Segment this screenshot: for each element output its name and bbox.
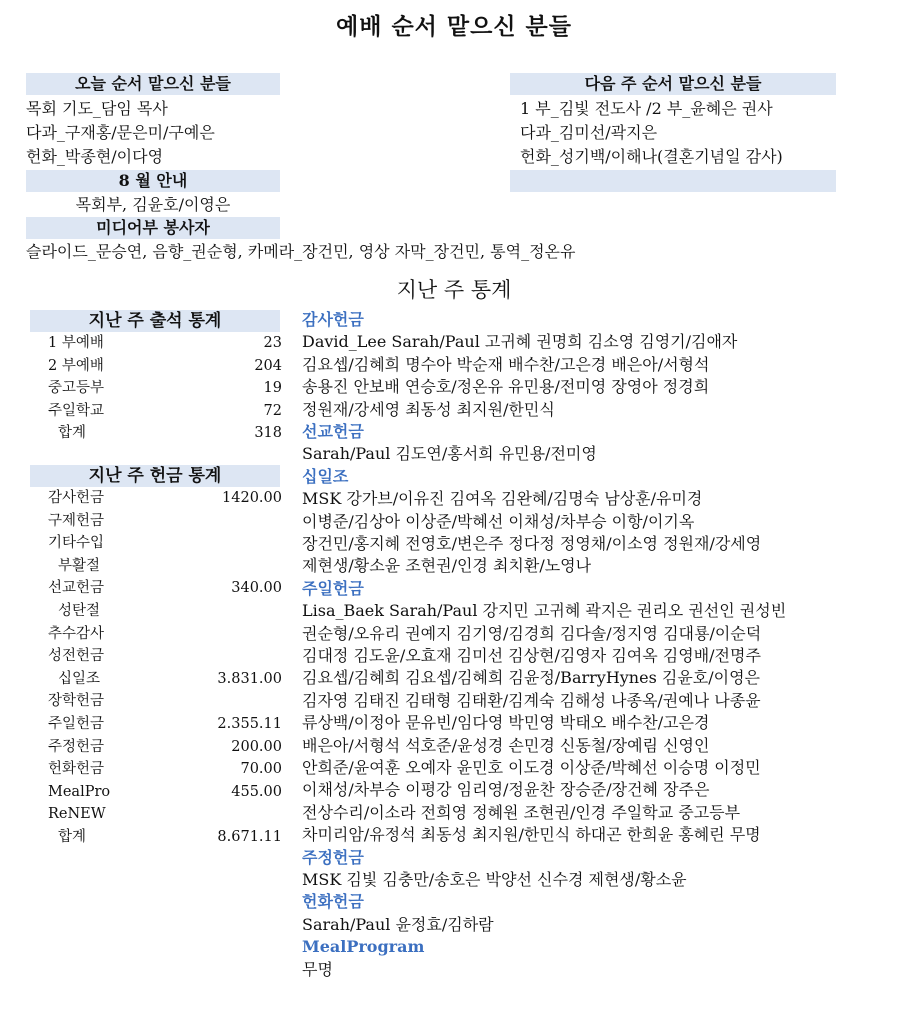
donor-line: 제현생/황소윤 조현권/인경 최치환/노영나: [302, 556, 592, 576]
today-line: 다과_구재홍/문은미/구예은: [26, 123, 215, 142]
stat-row: [30, 377, 282, 399]
stat-label: 2 부예배: [48, 357, 104, 374]
donor-line: 무명: [302, 959, 333, 979]
stat-label: 선교헌금: [48, 580, 105, 597]
stat-label: ReNEW: [48, 806, 106, 823]
donor-line: 전상수리/이소라 전희영 정혜원 조현권/인경 주일학교 중고등부: [302, 802, 741, 822]
stat-value: 455.00: [231, 783, 282, 800]
stat-value: 72: [263, 402, 282, 419]
stat-row: [30, 623, 282, 645]
stat-value: 19: [263, 380, 282, 397]
donor-line: 정원재/강세영 최동성 최지원/한민식: [302, 399, 555, 419]
media-header: 미디어부 봉사자: [26, 217, 280, 239]
stat-value: 70.00: [240, 761, 282, 778]
stat-label: 감사헌금: [48, 490, 105, 506]
stat-label: 추수감사: [48, 625, 105, 642]
next-line: 1 부_김빛 전도사 /2 부_윤혜은 권사: [520, 99, 773, 118]
stat-label: 성탄절: [58, 603, 101, 619]
donor-line: 장건민/홍지혜 전영호/변은주 정다정 정영채/이소영 정원재/강세영: [302, 534, 762, 553]
today-header: 오늘 순서 맡으신 분들: [26, 73, 280, 95]
stat-row: [30, 668, 282, 690]
page-title: 예배 순서 맡으신 분들: [336, 13, 572, 40]
stat-row: [30, 803, 282, 825]
stat-row: [30, 758, 282, 780]
stat-row: [30, 555, 282, 577]
next-line: 헌화_성기백/이해나(결혼기념일 감사): [520, 147, 783, 166]
donor-line: Sarah/Paul 김도연/홍서희 유민용/전미영: [302, 444, 597, 464]
stat-row: [30, 781, 282, 803]
offering-header: 지난 주 헌금 통계: [30, 465, 280, 487]
stat-label: 장학헌금: [48, 693, 105, 710]
donor-line: 김자영 김태진 김태형 김태환/김계숙 김해성 나종옥/권예나 나종윤: [302, 690, 761, 710]
donor-line: David_Lee Sarah/Paul 고귀혜 권명희 김소영 김영기/김애자: [302, 332, 738, 352]
donor-line: 김요셉/김혜희 김요셉/김혜희 김윤정/BarryHynes 김윤호/이영은: [302, 668, 761, 688]
offering-type-heading: 주일헌금: [302, 578, 364, 598]
stat-value: 3.831.00: [217, 670, 282, 687]
stat-label: MealPro: [48, 783, 111, 800]
next-line: 다과_김미선/곽지은: [520, 123, 658, 142]
stat-label: 주일헌금: [48, 716, 105, 732]
stat-row: [30, 487, 282, 509]
stat-label: 주일학교: [48, 402, 105, 419]
offering-type-heading: MealProgram: [302, 937, 425, 957]
donor-line: 안희준/윤여훈 오예자 윤민호 이도경 이상준/박혜선 이승명 이정민: [302, 758, 761, 777]
stat-row: [30, 510, 282, 532]
stat-value: 340.00: [231, 580, 282, 597]
stat-row: [30, 600, 282, 622]
offering-type-heading: 주정헌금: [302, 847, 364, 867]
stat-label: 성전헌금: [48, 648, 105, 665]
stat-value: 2.355.11: [217, 716, 282, 732]
donor-line: Lisa_Baek Sarah/Paul 강지민 고귀혜 곽지은 권리오 권선인 권성빈: [302, 601, 787, 621]
stat-label: 기타수입: [48, 535, 105, 552]
stat-row: [30, 645, 282, 667]
stat-value: 200.00: [231, 738, 282, 755]
offering-type-heading: 감사헌금: [302, 310, 364, 329]
stat-row: [30, 332, 282, 354]
stat-row: [30, 532, 282, 554]
stat-label: 구제헌금: [48, 512, 105, 529]
offering-type-heading: 선교헌금: [302, 422, 364, 441]
august-header: 8 월 안내: [26, 170, 280, 192]
august-line: 목회부, 김윤호/이영은: [75, 195, 231, 214]
stat-row: [30, 736, 282, 758]
stat-row: [30, 400, 282, 422]
stat-label: 부활절: [58, 557, 101, 574]
stat-row: [30, 713, 282, 735]
donor-line: 이채성/차부승 이평강 임리영/정윤찬 장승준/장건혜 장주은: [302, 780, 710, 800]
stat-value: 8.671.11: [217, 829, 282, 845]
donor-line: MSK 김빛 김충만/송호은 박양선 신수경 제현생/황소윤: [302, 870, 687, 889]
donor-line: 김대정 김도윤/오효재 김미선 김상현/김영자 김여옥 김영배/전명주: [302, 646, 761, 665]
stat-label: 합계: [58, 829, 87, 845]
next-header: 다음 주 순서 맡으신 분들: [510, 73, 836, 95]
donor-line: 권순형/오유리 권예지 김기영/김경희 김다솔/정지영 김대룡/이순덕: [302, 623, 762, 643]
donor-line: 배은아/서형석 석호준/윤성경 손민경 신동철/장예림 신영인: [302, 735, 710, 755]
stat-row: [30, 690, 282, 712]
today-line: 헌화_박종현/이다영: [26, 147, 164, 166]
stat-value: 1420.00: [222, 490, 282, 506]
donor-line: 이병준/김상아 이상준/박혜선 이채성/차부승 이항/이기옥: [302, 511, 695, 531]
stat-row: [30, 422, 282, 444]
today-line: 목회 기도_담임 목사: [26, 99, 168, 118]
stat-row: [30, 826, 282, 848]
stat-label: 중고등부: [48, 380, 105, 397]
stat-label: 합계: [58, 425, 87, 442]
offering-type-heading: 십일조: [302, 466, 349, 486]
donor-line: 차미리암/유정석 최동성 최지원/한민식 하대곤 한희윤 홍혜린 무명: [302, 825, 761, 845]
donor-line: 김요셉/김혜희 명수아 박순재 배수찬/고은경 배은아/서형석: [302, 354, 710, 374]
stat-row: [30, 355, 282, 377]
stat-label: 십일조: [58, 670, 101, 687]
donor-line: MSK 강가브/이유진 김여옥 김완혜/김명숙 남상훈/유미경: [302, 489, 703, 509]
stat-value: 23: [263, 335, 282, 351]
stat-row: [30, 577, 282, 599]
donor-line: 송용진 안보배 연승호/정온유 유민용/전미영 장영아 정경희: [302, 377, 710, 397]
stats-title: 지난 주 통계: [396, 278, 512, 302]
stat-value: 204: [254, 357, 282, 374]
attendance-header: 지난 주 출석 통계: [30, 310, 280, 332]
next-blank-bar: [510, 170, 836, 192]
donor-line: 류상백/이정아 문유빈/임다영 박민영 박태오 배수찬/고은경: [302, 713, 710, 733]
stat-value: 318: [254, 425, 282, 442]
stat-label: 1 부예배: [48, 335, 104, 351]
media-line: 슬라이드_문승연, 음향_권순형, 카메라_장건민, 영상 자막_장건민, 통역_정온유: [26, 242, 576, 261]
donor-line: Sarah/Paul 윤정효/김하람: [302, 914, 494, 934]
offering-type-heading: 헌화헌금: [302, 892, 364, 912]
stat-label: 헌화헌금: [48, 761, 105, 778]
stat-label: 주정헌금: [48, 738, 105, 755]
